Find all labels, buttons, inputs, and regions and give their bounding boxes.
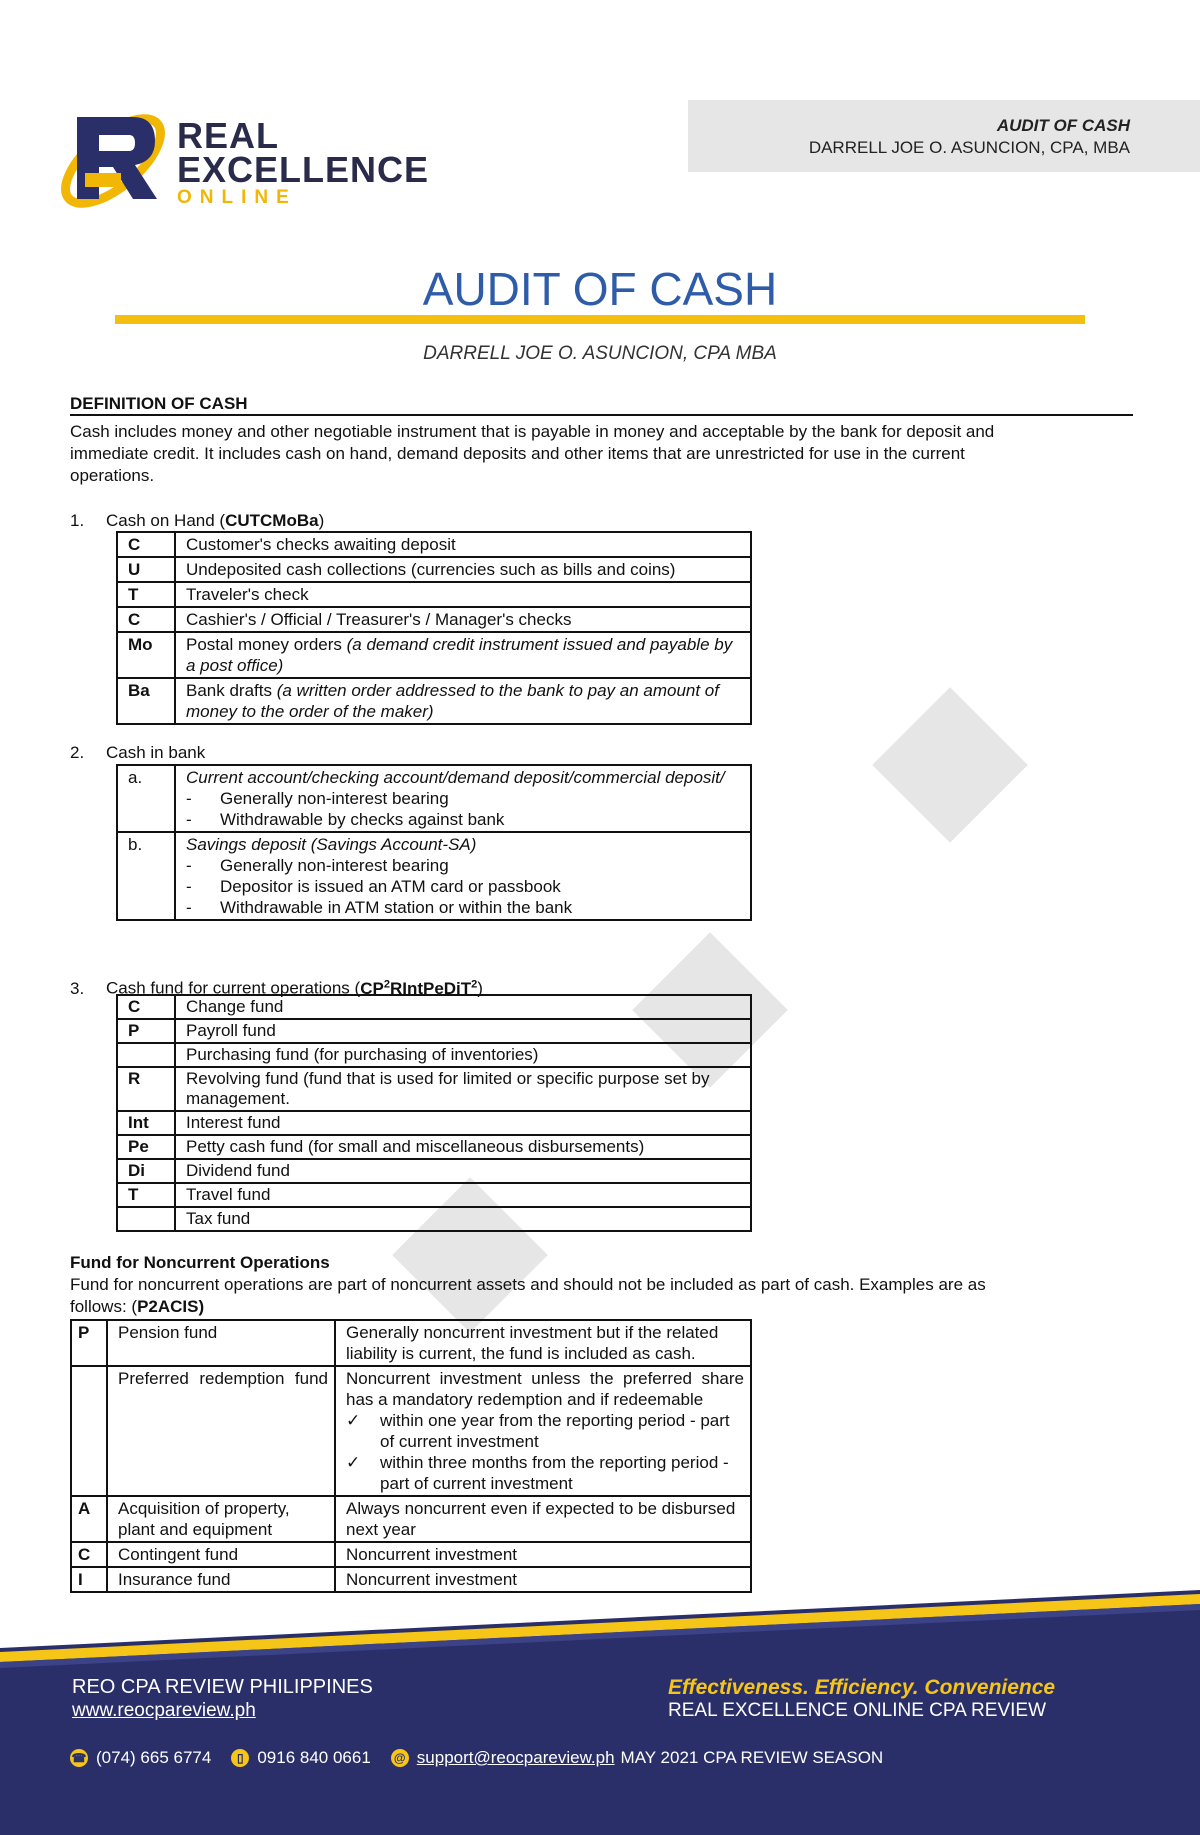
table-row bbox=[117, 582, 751, 607]
cash-in-bank-table bbox=[116, 764, 752, 921]
row-text bbox=[175, 582, 751, 607]
row-label: Traveler's check bbox=[186, 585, 309, 604]
desc-text: Noncurrent investment bbox=[346, 1545, 518, 1564]
list-number: 2. bbox=[70, 743, 85, 762]
list-item bbox=[346, 1452, 744, 1494]
noncurrent-heading: Fund for Noncurrent Operations bbox=[70, 1253, 330, 1272]
table-row bbox=[117, 678, 751, 724]
table-row bbox=[117, 557, 751, 582]
list-item: - Withdrawable by checks against bank bbox=[186, 809, 744, 830]
check-list bbox=[346, 1410, 744, 1494]
author-line: DARRELL JOE O. ASUNCION, CPA MBA bbox=[423, 343, 777, 364]
row-code: Di bbox=[117, 1159, 175, 1183]
row-text: Dividend fund bbox=[175, 1159, 751, 1183]
row-text: Petty cash fund (for small and miscellaneous disbursements) bbox=[175, 1135, 751, 1159]
header-info-box bbox=[688, 100, 1200, 172]
table-row bbox=[71, 1366, 751, 1496]
logo-mark-icon bbox=[55, 95, 175, 223]
desc-text: Generally noncurrent investment but if the related liability is current, the fund is included as cash. bbox=[346, 1323, 719, 1363]
row-note: (a demand credit instrument issued and payable by a post office) bbox=[186, 635, 733, 675]
row-text bbox=[175, 532, 751, 557]
row-desc bbox=[335, 1320, 751, 1366]
paren: ) bbox=[318, 511, 325, 530]
noncurrent-line bbox=[70, 1296, 1133, 1318]
row-name: Preferred redemption fund bbox=[107, 1366, 335, 1496]
email-icon: @ bbox=[391, 1749, 409, 1767]
row-code: b. bbox=[117, 832, 175, 920]
desc-text: Always noncurrent even if expected to be disbursed next year bbox=[346, 1499, 736, 1539]
row-text bbox=[175, 832, 751, 920]
table-row bbox=[117, 1043, 751, 1067]
row-code: P bbox=[71, 1320, 107, 1366]
row-code: Mo bbox=[117, 632, 175, 678]
footer-website-link[interactable]: www.reocpareview.ph bbox=[72, 1700, 256, 1721]
row-code: C bbox=[117, 995, 175, 1019]
cash-fund-label: Cash fund for current operations ( bbox=[106, 978, 361, 998]
row-code: U bbox=[117, 557, 175, 582]
mnemonic: CUTCMoBa bbox=[225, 511, 319, 530]
footer-mobile: 0916 840 0661 bbox=[257, 1748, 371, 1767]
list-item: - Generally non-interest bearing bbox=[186, 855, 744, 876]
checkmark-icon: ✓ bbox=[346, 1411, 361, 1430]
table-row bbox=[71, 1320, 751, 1366]
row-code: A bbox=[71, 1496, 107, 1542]
footer-contacts bbox=[70, 1748, 883, 1768]
list-item bbox=[346, 1410, 744, 1452]
row-code: C bbox=[117, 607, 175, 632]
row-label: Customer's checks awaiting deposit bbox=[186, 535, 456, 554]
footer-org: REO CPA REVIEW PHILIPPINES bbox=[72, 1676, 373, 1698]
header-doc-title: AUDIT OF CASH bbox=[996, 116, 1130, 135]
definition-paragraph bbox=[70, 421, 1133, 487]
row-code: Ba bbox=[117, 678, 175, 724]
bullet-list bbox=[186, 788, 744, 830]
row-name: Pension fund bbox=[107, 1320, 335, 1366]
row-title: Current account/checking account/demand deposit/commercial deposit/ bbox=[186, 768, 725, 787]
mobile-icon: ▯ bbox=[231, 1749, 249, 1767]
row-title: Savings deposit (Savings Account-SA) bbox=[186, 835, 477, 854]
row-name: Insurance fund bbox=[107, 1567, 335, 1592]
cash-on-hand-label: Cash on Hand ( bbox=[106, 511, 226, 530]
definition-line: operations. bbox=[70, 466, 155, 485]
row-code: P bbox=[117, 1019, 175, 1043]
row-text: Change fund bbox=[175, 995, 751, 1019]
table-row bbox=[71, 1496, 751, 1542]
mnemonic: CP bbox=[360, 978, 384, 998]
row-text: Revolving fund (fund that is used for limited or specific purpose set by management. bbox=[175, 1067, 751, 1111]
table-row bbox=[117, 1159, 751, 1183]
row-text: Purchasing fund (for purchasing of inventories) bbox=[175, 1043, 751, 1067]
logo-line-excellence: EXCELLENCE bbox=[177, 149, 430, 190]
row-label: Cashier's / Official / Treasurer's / Manager's checks bbox=[186, 610, 572, 629]
noncurrent-paragraph bbox=[70, 1274, 1133, 1318]
row-text bbox=[175, 557, 751, 582]
section-divider bbox=[70, 414, 1133, 416]
table-row bbox=[117, 532, 751, 557]
desc-text: Noncurrent investment bbox=[346, 1570, 518, 1589]
logo-line-online: ONLINE bbox=[177, 187, 297, 208]
table-row bbox=[117, 1067, 751, 1111]
row-text bbox=[175, 765, 751, 832]
list-number: 1. bbox=[70, 511, 85, 530]
table-row bbox=[117, 1135, 751, 1159]
check-text: within one year from the reporting period - part of current investment bbox=[380, 1411, 730, 1451]
row-text: Interest fund bbox=[175, 1111, 751, 1135]
row-code: T bbox=[117, 1183, 175, 1207]
row-code: Pe bbox=[117, 1135, 175, 1159]
row-desc bbox=[335, 1542, 751, 1567]
mnemonic: P2ACIS bbox=[137, 1297, 199, 1316]
row-code: R bbox=[117, 1067, 175, 1111]
definition-line: Cash includes money and other negotiable instrument that is payable in money and acceptable by the bank for deposit and bbox=[70, 422, 995, 441]
logo-wordmark bbox=[177, 115, 430, 209]
section-heading-definition: DEFINITION OF CASH bbox=[70, 394, 248, 413]
row-label: Undeposited cash collections (currencies such as bills and coins) bbox=[186, 560, 676, 579]
table-row bbox=[71, 1542, 751, 1567]
checkmark-icon: ✓ bbox=[346, 1453, 361, 1472]
row-text: Travel fund bbox=[175, 1183, 751, 1207]
page-title: AUDIT OF CASH bbox=[422, 263, 778, 315]
footer-season: MAY 2021 CPA REVIEW SEASON bbox=[620, 1748, 884, 1767]
brand-logo bbox=[55, 95, 475, 225]
row-code bbox=[117, 1043, 175, 1067]
superscript: 2 bbox=[471, 978, 478, 990]
row-text: Payroll fund bbox=[175, 1019, 751, 1043]
table-row bbox=[117, 765, 751, 832]
row-desc bbox=[335, 1496, 751, 1542]
row-name: Contingent fund bbox=[107, 1542, 335, 1567]
row-code: Int bbox=[117, 1111, 175, 1135]
logo-line-real: REAL bbox=[177, 115, 279, 156]
row-label: Postal money orders bbox=[186, 635, 347, 654]
row-code: T bbox=[117, 582, 175, 607]
footer-org-full: REAL EXCELLENCE ONLINE CPA REVIEW bbox=[668, 1700, 1047, 1721]
desc-text: Noncurrent investment unless the preferred share has a mandatory redemption and if redeemable bbox=[346, 1369, 744, 1409]
row-label: Bank drafts bbox=[186, 681, 277, 700]
cash-on-hand-table bbox=[116, 531, 752, 725]
paren: ) bbox=[198, 1297, 205, 1316]
text-run: follows: ( bbox=[70, 1297, 138, 1316]
table-row bbox=[117, 832, 751, 920]
row-name: Acquisition of property, plant and equipment bbox=[107, 1496, 335, 1542]
check-text: within three months from the reporting period - part of current investment bbox=[380, 1453, 729, 1493]
table-row bbox=[117, 1019, 751, 1043]
cash-on-hand-heading bbox=[70, 511, 324, 531]
table-row bbox=[71, 1567, 751, 1592]
row-code: C bbox=[71, 1542, 107, 1567]
paren: ) bbox=[477, 978, 483, 998]
row-code bbox=[71, 1366, 107, 1496]
list-item: - Generally non-interest bearing bbox=[186, 788, 744, 809]
row-code: C bbox=[117, 532, 175, 557]
footer-phone: (074) 665 6774 bbox=[96, 1748, 212, 1767]
cash-in-bank-label: Cash in bank bbox=[106, 743, 206, 762]
row-code bbox=[117, 1207, 175, 1231]
row-text bbox=[175, 678, 751, 724]
table-row bbox=[117, 607, 751, 632]
row-text bbox=[175, 632, 751, 678]
row-desc bbox=[335, 1567, 751, 1592]
superscript: 2 bbox=[383, 978, 390, 990]
table-row bbox=[117, 1111, 751, 1135]
row-code: a. bbox=[117, 765, 175, 832]
cash-in-bank-heading bbox=[70, 743, 205, 763]
row-desc bbox=[335, 1366, 751, 1496]
header-author: DARRELL JOE O. ASUNCION, CPA, MBA bbox=[808, 138, 1130, 157]
phone-icon: ☎ bbox=[71, 1751, 87, 1765]
mnemonic: RIntPeDiT bbox=[389, 978, 472, 998]
list-item: - Withdrawable in ATM station or within the bank bbox=[186, 897, 744, 918]
bullet-list bbox=[186, 855, 744, 918]
row-code: I bbox=[71, 1567, 107, 1592]
title-underline bbox=[115, 315, 1085, 324]
noncurrent-table bbox=[70, 1319, 752, 1593]
table-row bbox=[117, 1207, 751, 1231]
noncurrent-line: Fund for noncurrent operations are part of noncurrent assets and should not be included as part of cash. Examples are as bbox=[70, 1275, 986, 1294]
row-text: Tax fund bbox=[175, 1207, 751, 1231]
list-item: - Depositor is issued an ATM card or passbook bbox=[186, 876, 744, 897]
list-number: 3. bbox=[70, 978, 85, 998]
table-row bbox=[117, 1183, 751, 1207]
watermark-shape bbox=[872, 687, 1028, 843]
definition-line: immediate credit. It includes cash on hand, demand deposits and other items that are unrestricted for use in the current bbox=[70, 444, 965, 463]
cash-fund-table bbox=[116, 994, 752, 1232]
table-row bbox=[117, 632, 751, 678]
footer-email-link[interactable]: support@reocpareview.ph bbox=[416, 1748, 615, 1767]
table-row bbox=[117, 995, 751, 1019]
row-text bbox=[175, 607, 751, 632]
footer-tagline: Effectiveness. Efficiency. Convenience bbox=[668, 1676, 1056, 1699]
row-note: (a written order addressed to the bank to pay an amount of money to the order of the maker) bbox=[186, 681, 719, 721]
